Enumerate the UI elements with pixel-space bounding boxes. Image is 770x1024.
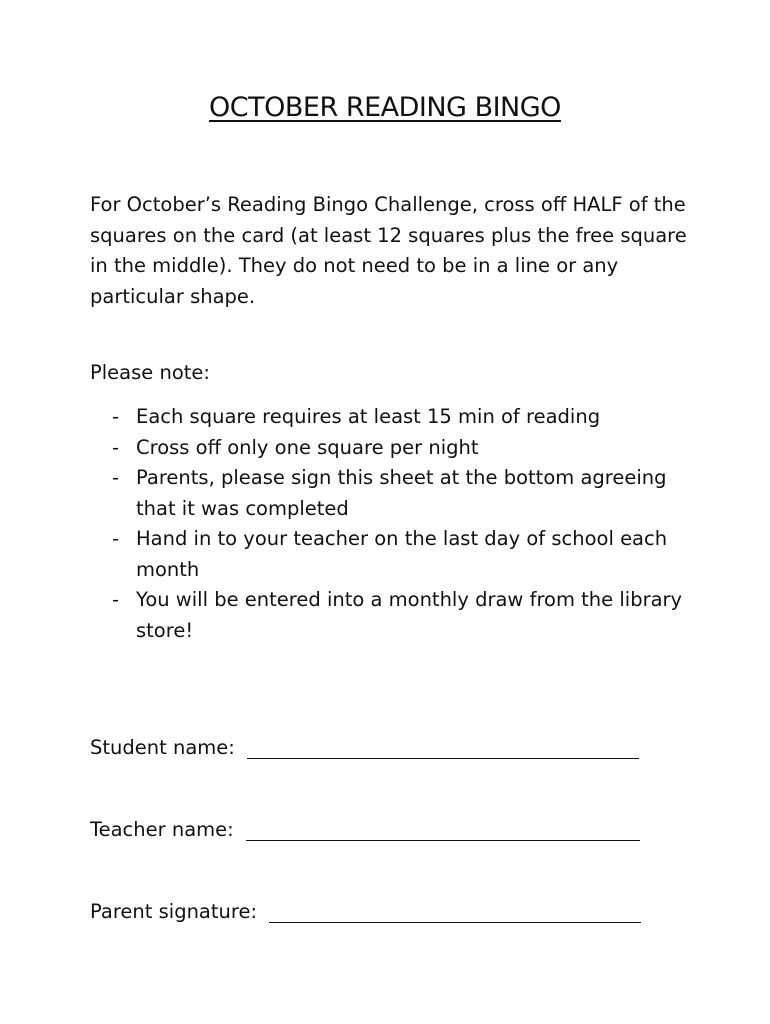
- list-item: [112, 585, 692, 646]
- teacher-name-field: [90, 818, 640, 841]
- teacher-name-line[interactable]: [246, 822, 640, 841]
- intro-paragraph: For October’s Reading Bingo Challenge, cross off HALF of the squares on the card (at least 12 squares plus the free square in the middle). They do not need to be in a line or any particular shape.: [90, 193, 687, 308]
- list-item-text: You will be entered into a monthly draw from the library store!: [136, 588, 683, 642]
- list-item: [112, 463, 692, 524]
- bullet-dash: -: [112, 588, 120, 611]
- list-item-text: Parents, please sign this sheet at the bottom agreeing that it was completed: [136, 466, 667, 520]
- list-item-text: Hand in to your teacher on the last day of school each month: [136, 527, 668, 581]
- bullet-dash: -: [112, 466, 120, 489]
- bullet-dash: -: [112, 435, 120, 459]
- teacher-name-label: Teacher name:: [90, 818, 234, 841]
- list-item: [112, 524, 692, 585]
- parent-signature-line[interactable]: [269, 904, 641, 923]
- parent-signature-label: Parent signature:: [90, 900, 258, 923]
- list-item-text: Each square requires at least 15 min of reading: [136, 405, 601, 428]
- student-name-field: [90, 736, 639, 759]
- list-item: [112, 402, 692, 433]
- student-name-label: Student name:: [90, 736, 235, 759]
- note-label: Please note:: [90, 361, 210, 384]
- list-item-text: Cross off only one square per night: [136, 435, 479, 459]
- page-title: OCTOBER READING BINGO: [209, 92, 561, 123]
- notes-list: [112, 402, 692, 646]
- bullet-dash: -: [112, 405, 120, 428]
- list-item: [112, 433, 692, 464]
- parent-signature-field: [90, 900, 641, 923]
- student-name-line[interactable]: [247, 740, 639, 759]
- bullet-dash: -: [112, 527, 120, 550]
